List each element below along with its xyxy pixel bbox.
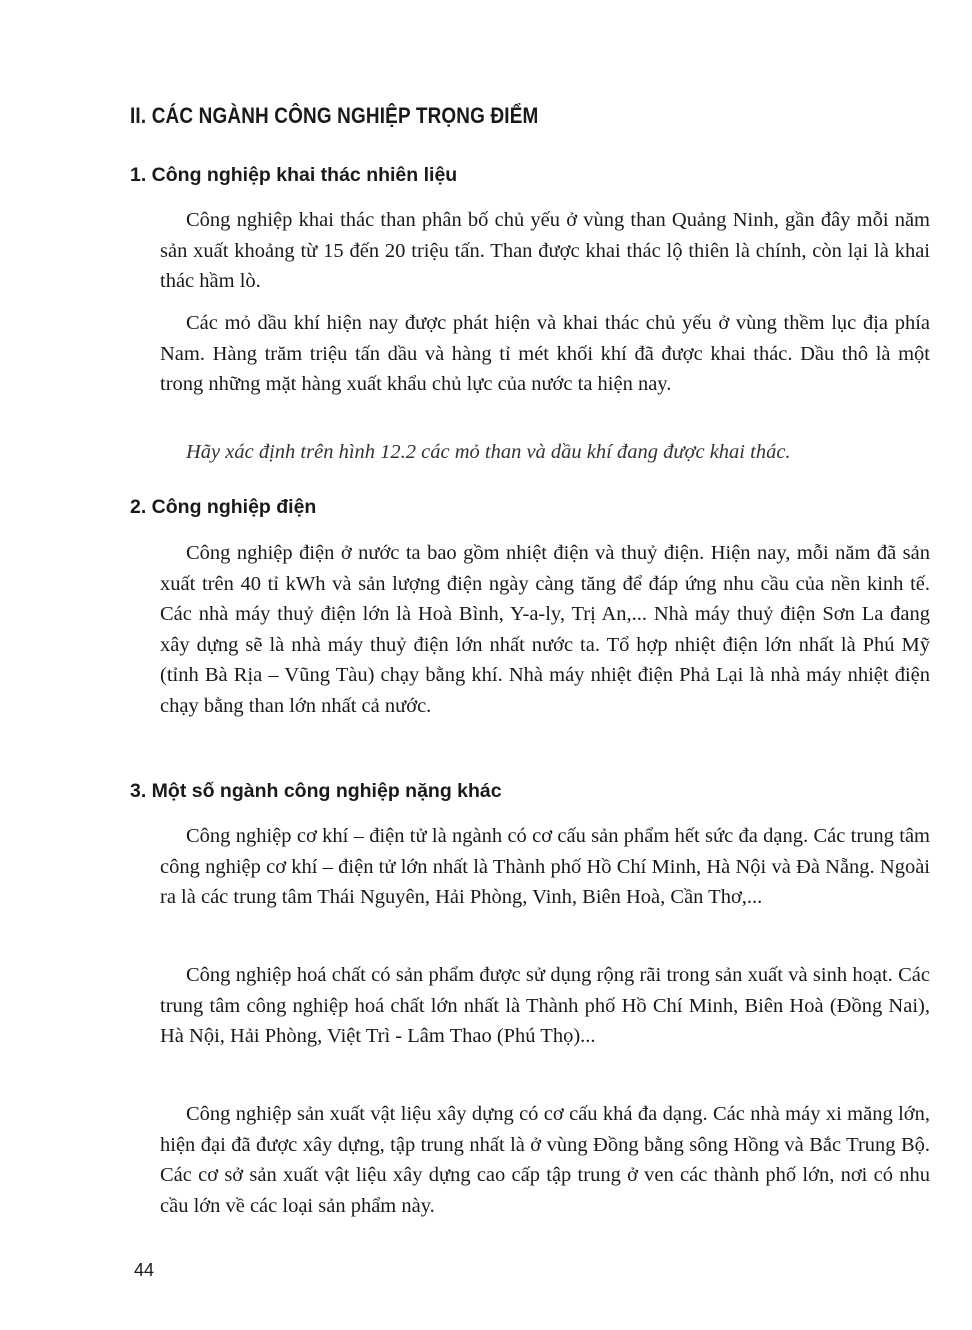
paragraph-mechanical-electronics: Công nghiệp cơ khí – điện tử là ngành có cơ cấu sản phẩm hết sức đa dạng. Các trung tâm công nghiệp cơ khí – điện tử lớn nhất là Thành phố Hồ Chí Minh, Hà Nội và Đà Nẵng. Ngoài ra là các trung tâm Thái Nguyên, Hải Phòng, Vinh, Biên Hoà, Cần Thơ,... <box>160 825 930 908</box>
section-heading-electricity: 2. Công nghiệp điện <box>130 496 317 518</box>
paragraph-oil-gas: Các mỏ dầu khí hiện nay được phát hiện và khai thác chủ yếu ở vùng thềm lục địa phía Nam. Hàng trăm triệu tấn dầu và hàng tỉ mét khối khí đã được khai thác. Dầu thô là một trong những mặt hàng xuất khẩu chủ lực của nước ta hiện nay. <box>160 312 930 395</box>
page-number: 44 <box>134 1260 155 1280</box>
section-heading-heavy-industry: 3. Một số ngành công nghiệp nặng khác <box>130 780 502 802</box>
paragraph-electricity: Công nghiệp điện ở nước ta bao gồm nhiệt điện và thuỷ điện. Hiện nay, mỗi năm đã sản xuất trên 40 tỉ kWh và sản lượng điện ngày càng tăng để đáp ứng nhu cầu của nền kinh tế. Các nhà máy thuỷ điện lớn là Hoà Bình, Y-a-ly, Trị An,... Nhà máy thuỷ điện Sơn La đang xây dựng sẽ là nhà máy thuỷ điện lớn nhất nước ta. Tổ hợp nhiệt điện lớn nhất là Phú Mỹ (tỉnh Bà Rịa – Vũng Tàu) chạy bằng khí. Nhà máy nhiệt điện Phả Lại là nhà máy nhiệt điện chạy bằng than lớn nhất cả nước. <box>160 542 930 717</box>
chapter-title: II. CÁC NGÀNH CÔNG NGHIỆP TRỌNG ĐIỂM <box>130 103 539 128</box>
paragraph-construction-materials: Công nghiệp sản xuất vật liệu xây dựng có cơ cấu khá đa dạng. Các nhà máy xi măng lớn, hiện đại đã được xây dựng, tập trung nhất là ở vùng Đồng bằng sông Hồng và Bắc Trung Bộ. Các cơ sở sản xuất vật liệu xây dựng cao cấp tập trung ở ven các thành phố lớn, nơi có nhu cầu lớn về các loại sản phẩm này. <box>160 1103 930 1217</box>
task-instruction: Hãy xác định trên hình 12.2 các mỏ than và dầu khí đang được khai thác. <box>186 441 791 463</box>
section-heading-fuel-mining: 1. Công nghiệp khai thác nhiên liệu <box>130 164 458 186</box>
paragraph-coal: Công nghiệp khai thác than phân bố chủ yếu ở vùng than Quảng Ninh, gần đây mỗi năm sản xuất khoảng từ 15 đến 20 triệu tấn. Than được khai thác lộ thiên là chính, còn lại là khai thác hầm lò. <box>160 209 930 292</box>
paragraph-chemical: Công nghiệp hoá chất có sản phẩm được sử dụng rộng rãi trong sản xuất và sinh hoạt. Các trung tâm công nghiệp hoá chất lớn nhất là Thành phố Hồ Chí Minh, Biên Hoà (Đồng Nai), Hà Nội, Hải Phòng, Việt Trì - Lâm Thao (Phú Thọ)... <box>160 964 930 1047</box>
